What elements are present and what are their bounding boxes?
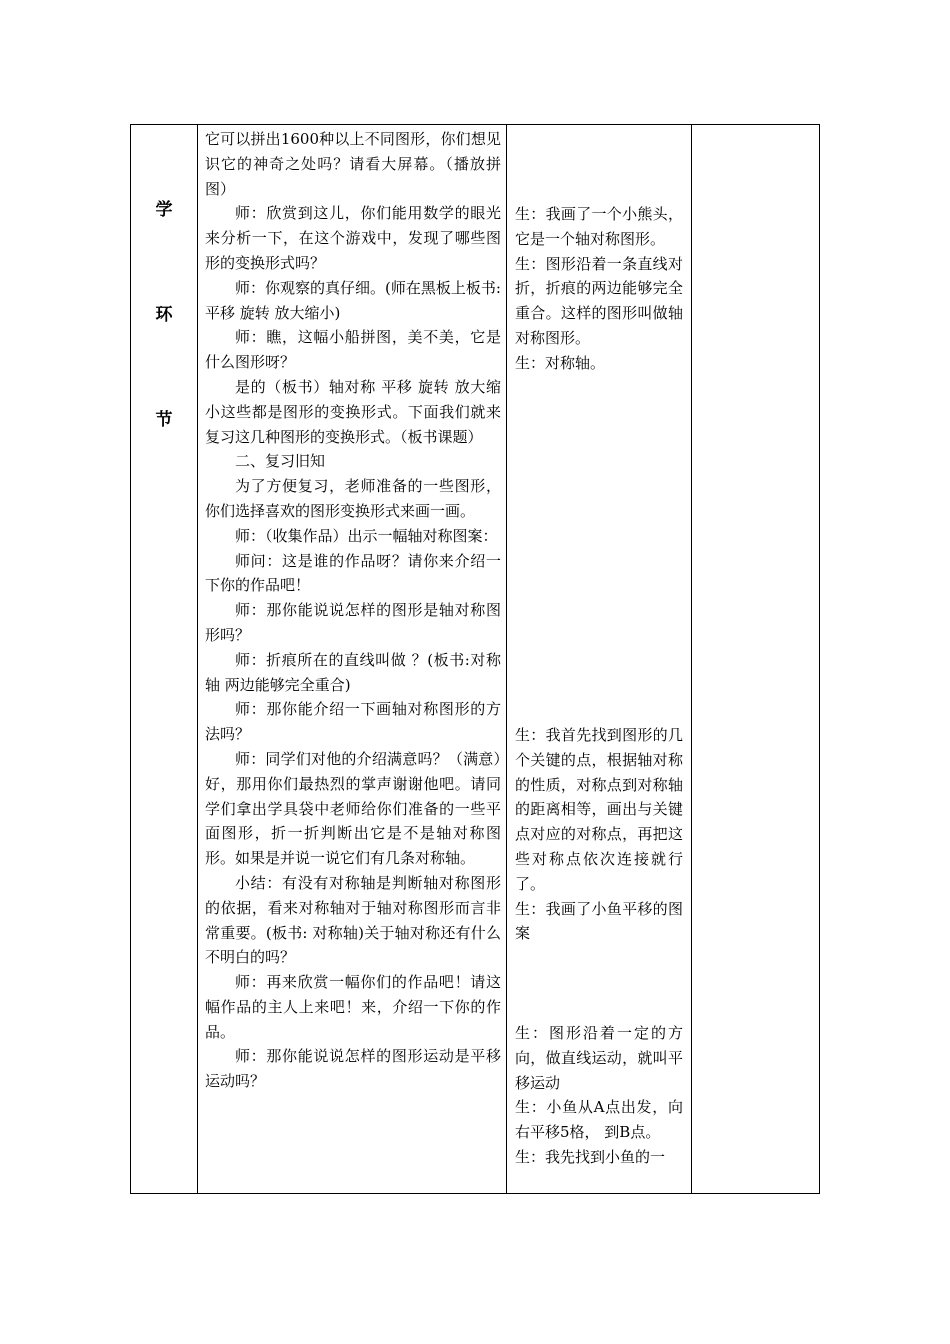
teacher-paragraph: 师问：这是谁的作品呀？请你来介绍一下你的作品吧！ <box>205 551 501 595</box>
teacher-paragraph: 师：那你能说说怎样的图形是轴对称图形吗？ <box>205 601 501 644</box>
student-response: 生：我画了一个小熊头，它是一个轴对称图形。 <box>515 205 683 248</box>
student-response-block <box>515 1021 683 1170</box>
student-response: 生：小鱼从A点出发，向右平移5格， 到B点。 <box>515 1098 683 1142</box>
student-response: 生：我首先找到图形的几个关键的点，根据轴对称的性质，对称点到对称轴的距离相等，画出与关键点对应的对称点，再把这些对称点依次连接就行了。 <box>515 726 683 893</box>
summary-paragraph: 小结：有没有对称轴是判断轴对称图形的依据，看来对称轴对于轴对称图形而言非常重要。(板书: 对称轴)关于轴对称还有什么不明白的吗？ <box>205 873 501 967</box>
student-response: 生：图形沿着一定的方向，做直线运动，就叫平移运动 <box>515 1024 683 1092</box>
student-response: 生：我画了小鱼平移的图案 <box>515 899 683 943</box>
teacher-paragraph: 是的（板书）轴对称 平移 旋转 放大缩小这些都是图形的变换形式。下面我们就来复习这几种图形的变换形式。（板书课题） <box>205 377 501 446</box>
column-divider <box>691 125 692 1193</box>
teacher-paragraph: 为了方便复习，老师准备的一些图形，你们选择喜欢的图形变换形式来画一画。 <box>205 477 501 520</box>
teacher-paragraph: 师：再来欣赏一幅你们的作品吧！请这幅作品的主人上来吧！来，介绍一下你的作品。 <box>205 973 501 1041</box>
teacher-paragraph: 师：折痕所在的直线叫做 ？(板书:对称轴 两边能够完全重合) <box>205 650 501 694</box>
student-response: 生：图形沿着一条直线对折，折痕的两边能够完全重合。这样的图形叫做轴对称图形。 <box>515 254 683 347</box>
student-response-block <box>515 723 683 946</box>
teacher-paragraph: 师：同学们对他的介绍满意吗？（满意）好，那用你们最热烈的掌声谢谢他吧。请同学们拿出学具袋中老师给你们准备的一些平面图形，折一折判断出它是不是轴对称图形。如果是并说一说它们有几条对称轴。 <box>205 749 501 868</box>
stage-label-column <box>131 125 197 1193</box>
stage-label-char: 学 <box>155 200 173 220</box>
teacher-paragraph: 师：那你能介绍一下画轴对称图形的方法吗？ <box>205 700 501 744</box>
lesson-plan-table <box>130 124 820 1194</box>
stage-label-char: 节 <box>155 410 173 430</box>
teacher-paragraph: 师：欣赏到这儿，你们能用数学的眼光来分析一下，在这个游戏中，发现了哪些图形的变换形式吗？ <box>205 204 501 272</box>
teacher-paragraph: 师：你观察的真仔细。(师在黑板上板书:平移 旋转 放大缩小) <box>205 278 501 322</box>
student-response: 生：我先找到小鱼的一 <box>515 1147 666 1166</box>
teacher-paragraph: 师：瞧，这幅小船拼图，美不美，它是什么图形呀？ <box>205 328 501 372</box>
teacher-activity-column <box>205 127 501 1094</box>
teacher-paragraph: 师：那你能说说怎样的图形运动是平移运动吗？ <box>205 1047 501 1091</box>
section-heading: 二、复习旧知 <box>235 452 326 471</box>
stage-label-char: 环 <box>155 305 173 325</box>
column-divider <box>197 125 198 1193</box>
teacher-paragraph: 它可以拼出1600种以上不同图形，你们想见识它的神奇之处吗？请看大屏幕。（播放拼图） <box>205 130 501 198</box>
student-response: 生：对称轴。 <box>515 353 606 372</box>
student-response-block <box>515 202 683 376</box>
column-divider <box>506 125 507 1193</box>
teacher-paragraph: 师：（收集作品）出示一幅轴对称图案： <box>235 526 498 545</box>
